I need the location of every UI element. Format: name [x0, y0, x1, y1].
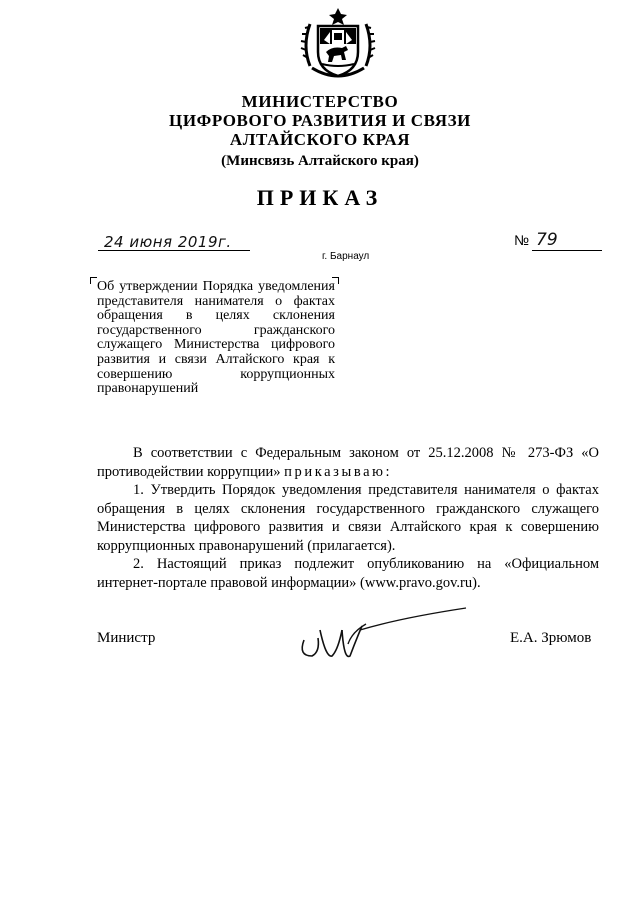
- order-item-1: 1. Утвердить Порядок уведомления представителя нанимателя о фактах обращения в целях склонения государственного гражданского служащего Министерства цифрового развития и связи Алтайского края к совершению коррупционных правонарушений (прилагается).: [97, 482, 599, 554]
- order-subject: Об утверждении Порядка уведомления представителя нанимателя о фактах обращения в целях склонения государственного гражданского служащего Министерства цифрового развития и связи Алтайского края к совершению коррупционных правонарушений: [97, 279, 335, 397]
- org-name-line-2: ЦИФРОВОГО РАЗВИТИЯ И СВЯЗИ: [169, 111, 471, 130]
- org-name-line-3: АЛТАЙСКОГО КРАЯ: [229, 130, 411, 149]
- document-type-title: ПРИКАЗ: [256, 185, 384, 210]
- number-underline: [532, 250, 602, 251]
- order-word: приказываю:: [284, 463, 393, 480]
- preamble-text: В соответствии с Федеральным законом от 25.12.2008 № 273-ФЗ «О противодействии коррупции»: [97, 445, 599, 480]
- subject-corner-left: [90, 277, 97, 284]
- org-short-name: (Минсвязь Алтайского края): [221, 153, 419, 169]
- signer-name: Е.А. Зрюмов: [510, 630, 592, 646]
- number-label: №: [514, 232, 530, 248]
- order-number: 79: [536, 230, 558, 250]
- order-body: [97, 444, 599, 592]
- handwritten-signature-icon: [290, 600, 470, 670]
- order-date: 24 июня 2019г.: [104, 233, 232, 251]
- preamble-paragraph: [97, 444, 599, 481]
- coat-of-arms-emblem: [296, 6, 380, 90]
- org-name-line-1: МИНИСТЕРСТВО: [241, 92, 399, 111]
- order-item-2: 2. Настоящий приказ подлежит опубликованию на «Официальном интернет-портале правовой информации» (www.pravo.gov.ru).: [97, 556, 599, 591]
- signer-title: Министр: [97, 630, 156, 646]
- date-underline: [98, 250, 250, 251]
- city-label: г. Барнаул: [322, 251, 370, 262]
